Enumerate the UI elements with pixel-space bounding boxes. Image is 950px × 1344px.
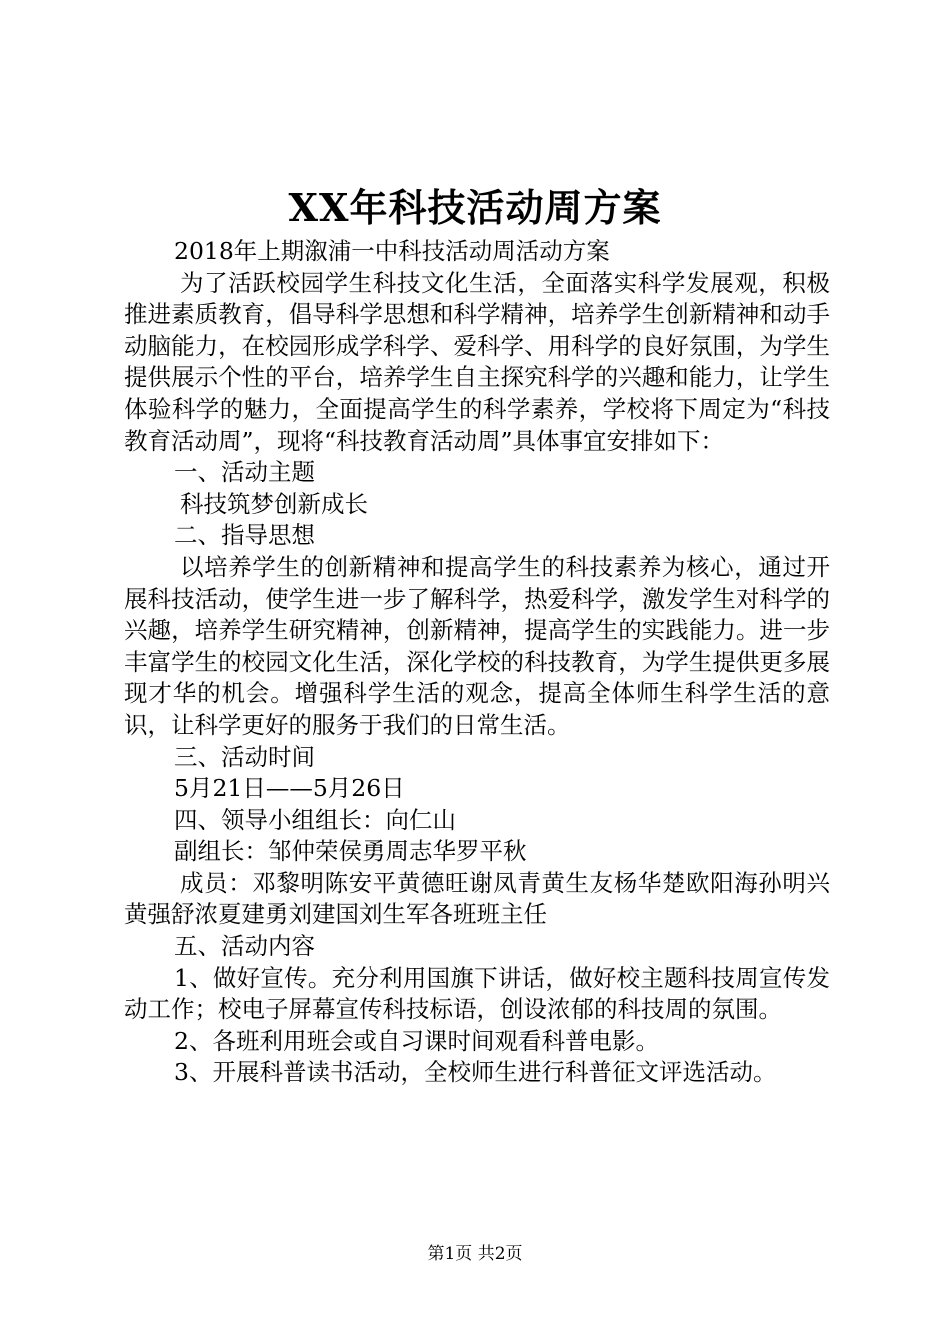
document-body — [124, 236, 830, 1089]
deputy-leaders: 副组长：邹仲荣侯勇周志华罗平秋 — [174, 837, 527, 866]
section-heading-theme: 一、活动主题 — [174, 458, 315, 487]
section-heading-time: 三、活动时间 — [174, 742, 315, 771]
document-title: XX年科技活动周方案 — [288, 185, 662, 230]
page-indicator: 第1页 共2页 — [427, 1244, 523, 1264]
intro-paragraph: 为了活跃校园学生科技文化生活，全面落实科学发展观，积极推进素质教育，倡导科学思想和科学精神，培养学生创新精神和动手动脑能力，在校园形成学科学、爱科学、用科学的良好氛围，为学生提供展示个性的平台，培养学生自主探究科学的兴趣和能力，让学生体验科学的魅力，全面提高学生的科学素养，学校将下周定为“科技教育活动周”，现将“科技教育活动周”具体事宜安排如下： — [124, 268, 830, 455]
theme-text: 科技筑梦创新成长 — [180, 489, 368, 518]
section-heading-leadership: 四、领导小组组长：向仁山 — [174, 805, 456, 834]
content-item-2: 2、各班利用班会或自习课时间观看科普电影。 — [174, 1026, 659, 1055]
content-item-1: 1、做好宣传。充分利用国旗下讲话，做好校主题科技周宣传发动工作；校电子屏幕宣传科技标语，创设浓郁的科技周的氛围。 — [124, 963, 830, 1024]
section-heading-guidance: 二、指导思想 — [174, 521, 315, 550]
document-subtitle: 2018年上期溆浦一中科技活动周活动方案 — [174, 237, 610, 265]
section-heading-content: 五、活动内容 — [174, 932, 315, 961]
members-paragraph: 成员：邓黎明陈安平黄德旺谢凤青黄生友杨华楚欧阳海孙明兴黄强舒浓夏建勇刘建国刘生军各班班主任 — [124, 868, 830, 929]
activity-dates: 5月21日——5月26日 — [174, 774, 405, 803]
content-item-3: 3、开展科普读书活动，全校师生进行科普征文评选活动。 — [174, 1058, 777, 1087]
guidance-paragraph: 以培养学生的创新精神和提高学生的科技素养为核心，通过开展科技活动，使学生进一步了解科学，热爱科学，激发学生对科学的兴趣，培养学生研究精神，创新精神，提高学生的实践能力。进一步丰富学生的校园文化生活，深化学校的科技教育，为学生提供更多展现才华的机会。增强科学生活的观念，提高全体师生科学生活的意识，让科学更好的服务于我们的日常生活。 — [124, 552, 830, 739]
